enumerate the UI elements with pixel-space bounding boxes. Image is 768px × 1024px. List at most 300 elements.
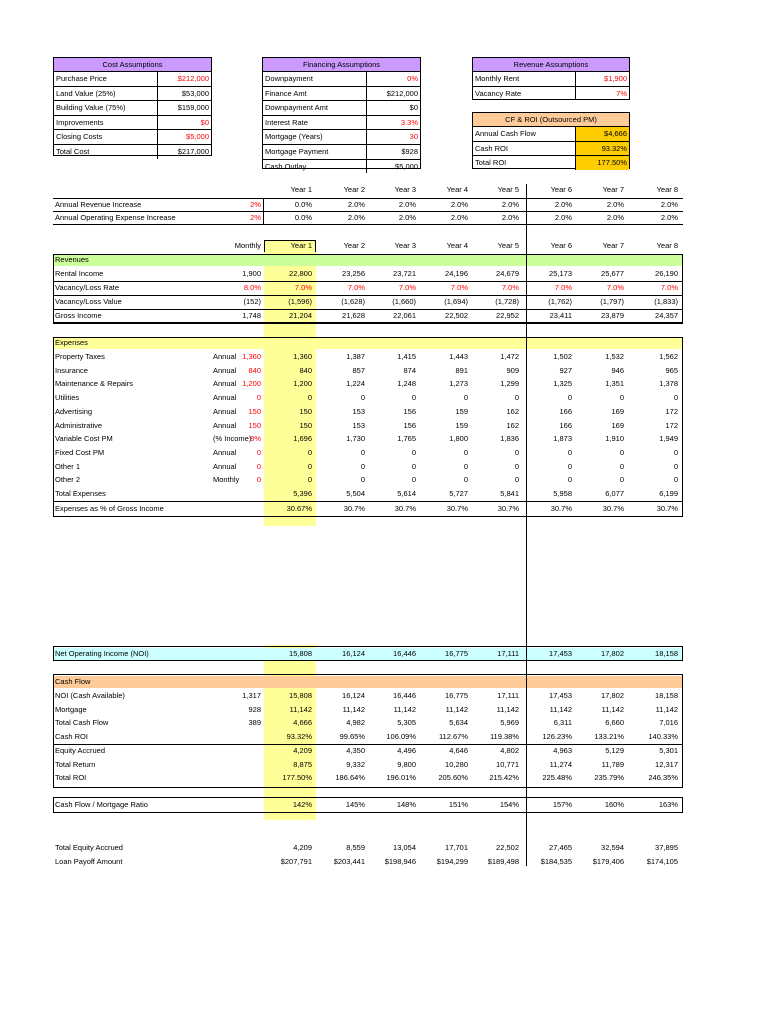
expense-row-cell: 1,273 bbox=[449, 379, 468, 389]
expense-row bbox=[53, 488, 683, 500]
expense-row-monthly: 150 bbox=[248, 420, 261, 430]
expense-row-cell: 169 bbox=[611, 406, 624, 416]
revenue-label: Monthly Rent bbox=[475, 74, 520, 83]
financing-label: Mortgage Payment bbox=[265, 146, 329, 156]
increase-row-cell: 0.0% bbox=[294, 200, 312, 209]
cashflow-row-cell: 215.42% bbox=[489, 773, 519, 783]
cashflow-row-label: Mortgage bbox=[55, 704, 87, 714]
cashflow-row-cell: 225.48% bbox=[542, 773, 572, 783]
year-header: Year 2 bbox=[343, 241, 365, 250]
year-header: Year 5 bbox=[497, 241, 519, 250]
revenue-row-cell: 7.0% bbox=[398, 283, 416, 292]
expense-row bbox=[53, 351, 683, 363]
cashflow-row-monthly: 928 bbox=[248, 704, 261, 714]
increase-row-cell: 2.0% bbox=[398, 213, 416, 222]
totals-row-cell: $198,946 bbox=[384, 857, 416, 866]
cf-roi-title: CF & ROI (Outsourced PM) bbox=[473, 113, 629, 127]
mortgage-ratio-row-cell: 142% bbox=[292, 800, 312, 809]
totals-row-cell: 32,594 bbox=[601, 843, 624, 852]
totals-row bbox=[53, 842, 683, 854]
year-header-row-2 bbox=[53, 240, 683, 252]
year-header: Year 4 bbox=[446, 185, 468, 194]
financing-value: 3.3% bbox=[366, 116, 420, 130]
increase-row-cell: 2.0% bbox=[450, 200, 468, 209]
financing-assumptions-title: Financing Assumptions bbox=[263, 58, 420, 72]
increase-row-cell: 2.0% bbox=[450, 213, 468, 222]
expense-row-cell: 0 bbox=[463, 461, 468, 471]
expense-row-cell: 153 bbox=[352, 406, 365, 416]
cf-roi-box bbox=[472, 112, 630, 169]
cashflow-row-label: NOI (Cash Available) bbox=[55, 691, 125, 700]
cfroi-row bbox=[473, 127, 629, 142]
noi-row-cell: 16,775 bbox=[445, 649, 468, 658]
cost-row bbox=[54, 87, 211, 102]
divider bbox=[53, 224, 683, 225]
revenue-row-cell: 24,679 bbox=[496, 269, 519, 278]
expense-row-cell: 0 bbox=[619, 475, 624, 485]
expense-row-cell: 0 bbox=[463, 447, 468, 457]
increase-row-cell: 2.0% bbox=[501, 200, 519, 209]
revenue-row-cell: 22,952 bbox=[496, 311, 519, 320]
financing-row bbox=[263, 87, 420, 102]
expense-row-cell: 5,396 bbox=[293, 489, 312, 498]
cashflow-row-cell: 6,660 bbox=[605, 718, 624, 728]
expense-row bbox=[53, 433, 683, 445]
cashflow-title-label: Cash Flow bbox=[55, 677, 91, 686]
cashflow-row-cell: 4,666 bbox=[293, 718, 312, 728]
expense-row-cell: 1,415 bbox=[397, 352, 416, 361]
mortgage-ratio-row-cell: 151% bbox=[448, 800, 468, 809]
cashflow-row-cell: 106.09% bbox=[386, 732, 416, 742]
financing-label: Downpayment Amt bbox=[265, 103, 328, 113]
expense-row-label: Other 1 bbox=[55, 461, 81, 471]
cashflow-row bbox=[53, 759, 683, 771]
expense-row-cell: 1,443 bbox=[449, 352, 468, 361]
increase-row-cell: 2.0% bbox=[606, 213, 624, 222]
expense-row-cell: 1,696 bbox=[293, 434, 312, 444]
revenue-row-cell: 22,061 bbox=[393, 311, 416, 320]
financing-assumptions-box bbox=[262, 57, 421, 169]
expense-row-cell: 0 bbox=[411, 475, 416, 485]
cfroi-value: 93.32% bbox=[575, 142, 629, 156]
increase-row-cell: 2.0% bbox=[660, 200, 678, 209]
expense-row-cell: 0 bbox=[360, 475, 365, 485]
expense-row-monthly: 0 bbox=[256, 393, 261, 403]
cashflow-row-cell: 93.32% bbox=[286, 732, 312, 742]
increase-row-cell: 2.0% bbox=[501, 213, 519, 222]
divider bbox=[53, 501, 683, 502]
cashflow-row-cell: 5,301 bbox=[659, 745, 678, 755]
revenue-row-cell: (1,628) bbox=[341, 297, 365, 306]
expenses-title-label: Expenses bbox=[55, 338, 88, 347]
expense-row-cell: 1,730 bbox=[346, 434, 365, 444]
totals-row-cell: 37,895 bbox=[655, 843, 678, 852]
expense-ratio-row-cell: 30.7% bbox=[343, 504, 365, 513]
financing-value: $5,000 bbox=[366, 160, 420, 174]
expense-row-cell: 5,958 bbox=[553, 489, 572, 498]
cashflow-row-cell: 11,142 bbox=[496, 704, 519, 714]
expense-row-label: Property Taxes bbox=[55, 352, 105, 361]
expense-row-monthly: 1,360 bbox=[242, 352, 261, 361]
expense-row-cell: 153 bbox=[352, 420, 365, 430]
cashflow-row-cell: 4,209 bbox=[293, 745, 312, 755]
mortgage-ratio-row-cell: 160% bbox=[604, 800, 624, 809]
noi-row-label: Net Operating Income (NOI) bbox=[55, 649, 149, 658]
totals-row-cell: 8,559 bbox=[346, 843, 365, 852]
cashflow-row-label: Total Return bbox=[55, 759, 96, 769]
expense-row-cell: 1,200 bbox=[293, 379, 312, 389]
totals-row-cell: 27,465 bbox=[549, 843, 572, 852]
expense-row-cell: 0 bbox=[411, 447, 416, 457]
cost-row bbox=[54, 130, 211, 145]
expense-row-cell: 1,378 bbox=[659, 379, 678, 389]
revenue-row-cell: 7.0% bbox=[660, 283, 678, 292]
expense-row-cell: 0 bbox=[514, 447, 519, 457]
year-header: Year 5 bbox=[497, 185, 519, 194]
cashflow-row-cell: 112.67% bbox=[438, 732, 468, 742]
totals-row-cell: $194,299 bbox=[436, 857, 468, 866]
expense-row-cell: 874 bbox=[403, 365, 416, 375]
revenue-row-cell: (1,833) bbox=[654, 297, 678, 306]
revenue-row-cell: 7.0% bbox=[501, 283, 519, 292]
cashflow-row-cell: 4,646 bbox=[449, 745, 468, 755]
expense-ratio-row-cell: 30.7% bbox=[497, 504, 519, 513]
totals-row-cell: 13,054 bbox=[393, 843, 416, 852]
expense-row-label: Other 2 bbox=[55, 475, 81, 485]
cost-row bbox=[54, 116, 211, 131]
expense-row-cell: 0 bbox=[360, 447, 365, 457]
cashflow-row-cell: 4,496 bbox=[397, 745, 416, 755]
cost-value: $212,000 bbox=[157, 72, 211, 86]
expense-row-cell: 159 bbox=[455, 406, 468, 416]
expense-row-cell: 1,532 bbox=[605, 352, 624, 361]
revenue-row bbox=[53, 296, 683, 308]
column-divider bbox=[315, 240, 316, 252]
cashflow-row-cell: 15,808 bbox=[289, 691, 312, 700]
cashflow-row-cell: 11,142 bbox=[445, 704, 468, 714]
revenue-row-cell: 25,173 bbox=[549, 269, 572, 278]
expense-row-cell: 965 bbox=[665, 365, 678, 375]
expense-row-cell: 1,351 bbox=[605, 379, 624, 389]
expense-row-cell: 0 bbox=[619, 393, 624, 403]
cashflow-row-cell: 5,969 bbox=[500, 718, 519, 728]
expense-row-cell: 1,360 bbox=[293, 352, 312, 361]
expense-row-frequency: Annual bbox=[213, 461, 237, 471]
revenue-row-cell: 23,256 bbox=[342, 269, 365, 278]
expense-row-cell: 0 bbox=[619, 461, 624, 471]
expense-row-label: Total Expenses bbox=[55, 489, 106, 498]
revenue-label: Vacancy Rate bbox=[475, 88, 522, 98]
cost-label: Building Value (75%) bbox=[56, 103, 126, 113]
cashflow-row-cell: 11,789 bbox=[601, 759, 624, 769]
expense-row-cell: 0 bbox=[619, 447, 624, 457]
column-divider bbox=[526, 184, 527, 866]
cost-value: $217,000 bbox=[157, 145, 211, 159]
cashflow-row-cell: 18,158 bbox=[655, 691, 678, 700]
year-header: Year 6 bbox=[550, 241, 572, 250]
year-header: Year 6 bbox=[550, 185, 572, 194]
cost-row bbox=[54, 72, 211, 87]
expense-row-cell: 857 bbox=[352, 365, 365, 375]
cashflow-row-label: Equity Accrued bbox=[55, 745, 106, 755]
noi-band bbox=[53, 646, 683, 661]
expense-row bbox=[53, 365, 683, 377]
totals-row-cell: 17,701 bbox=[445, 843, 468, 852]
revenue-row-cell: (1,596) bbox=[288, 297, 312, 306]
totals-row-cell: 4,209 bbox=[293, 843, 312, 852]
expense-row-cell: 0 bbox=[360, 461, 365, 471]
expense-row bbox=[53, 474, 683, 486]
year-header: Year 4 bbox=[446, 241, 468, 250]
revenue-row-cell: 23,411 bbox=[549, 311, 572, 320]
monthly-header: Monthly bbox=[234, 241, 261, 250]
mortgage-ratio-row-label: Cash Flow / Mortgage Ratio bbox=[55, 800, 148, 809]
financing-row bbox=[263, 160, 420, 174]
expense-row-cell: 0 bbox=[463, 393, 468, 403]
cashflow-row bbox=[53, 717, 683, 729]
revenue-row-monthly: (152) bbox=[243, 297, 261, 306]
cashflow-row-cell: 140.33% bbox=[648, 732, 678, 742]
revenue-row-monthly: 1,900 bbox=[242, 269, 261, 278]
expense-row-cell: 0 bbox=[567, 461, 572, 471]
expense-row-monthly: 0 bbox=[256, 447, 261, 457]
year1-box-top bbox=[264, 240, 316, 241]
totals-row-cell: $189,498 bbox=[487, 857, 519, 866]
expense-row-cell: 159 bbox=[455, 420, 468, 430]
expense-row-label: Variable Cost PM bbox=[55, 434, 113, 444]
mortgage-ratio-row-cell: 163% bbox=[658, 800, 678, 809]
noi-row-cell: 16,446 bbox=[393, 649, 416, 658]
expense-row-label: Maintenance & Repairs bbox=[55, 379, 133, 389]
revenues-title-label: Revenues bbox=[55, 255, 89, 264]
expense-row-cell: 0 bbox=[567, 447, 572, 457]
expense-row-cell: 5,841 bbox=[500, 489, 519, 498]
cost-row bbox=[54, 101, 211, 116]
increase-row-cell: 2.0% bbox=[347, 200, 365, 209]
cashflow-row-cell: 246.35% bbox=[648, 773, 678, 783]
financing-value: $212,000 bbox=[366, 87, 420, 101]
cashflow-row-cell: 11,142 bbox=[549, 704, 572, 714]
cashflow-row-cell: 11,142 bbox=[655, 704, 678, 714]
expense-row-cell: 0 bbox=[307, 393, 312, 403]
column-divider bbox=[264, 240, 265, 252]
expense-row-cell: 0 bbox=[360, 393, 365, 403]
expense-row-cell: 0 bbox=[463, 475, 468, 485]
cost-value: $53,000 bbox=[157, 87, 211, 101]
expense-row-cell: 6,199 bbox=[659, 489, 678, 498]
revenue-row-cell: 25,677 bbox=[601, 269, 624, 278]
column-divider bbox=[263, 198, 264, 224]
expense-row-cell: 0 bbox=[514, 461, 519, 471]
cashflow-row-label: Total Cash Flow bbox=[55, 718, 109, 728]
cashflow-row-cell: 10,771 bbox=[496, 759, 519, 769]
cashflow-row-cell: 177.50% bbox=[282, 773, 312, 783]
expense-row-monthly: 1,200 bbox=[242, 379, 261, 389]
mortgage-ratio-row-cell: 145% bbox=[345, 800, 365, 809]
expense-row-cell: 6,077 bbox=[605, 489, 624, 498]
year-header: Year 1 bbox=[290, 185, 312, 194]
mortgage-ratio-row-cell: 157% bbox=[552, 800, 572, 809]
increase-row bbox=[53, 212, 683, 224]
financing-row bbox=[263, 130, 420, 145]
revenue-row-cell: 7.0% bbox=[450, 283, 468, 292]
expense-row-cell: 1,873 bbox=[553, 434, 572, 444]
cashflow-row-cell: 9,800 bbox=[397, 759, 416, 769]
financing-label: Cash Outlay bbox=[265, 161, 307, 171]
financing-row bbox=[263, 145, 420, 160]
cashflow-row bbox=[53, 772, 683, 784]
expense-row-cell: 1,949 bbox=[659, 434, 678, 444]
cost-assumptions-title: Cost Assumptions bbox=[54, 58, 211, 72]
expense-row-cell: 0 bbox=[307, 475, 312, 485]
cfroi-label: Annual Cash Flow bbox=[475, 129, 536, 138]
noi-row-cell: 15,808 bbox=[289, 649, 312, 658]
cashflow-row-cell: 4,963 bbox=[553, 745, 572, 755]
divider bbox=[53, 323, 683, 324]
revenue-row-cell: (1,728) bbox=[495, 297, 519, 306]
cashflow-row-cell: 186.64% bbox=[335, 773, 365, 783]
expense-ratio-row-cell: 30.7% bbox=[394, 504, 416, 513]
expense-row-cell: 5,504 bbox=[346, 489, 365, 498]
mortgage-ratio-band bbox=[53, 797, 683, 813]
totals-row bbox=[53, 856, 683, 868]
cashflow-row-cell: 126.23% bbox=[542, 732, 572, 742]
cashflow-row-cell: 11,142 bbox=[342, 704, 365, 714]
cashflow-row-cell: 16,775 bbox=[445, 691, 468, 700]
revenue-row bbox=[473, 87, 629, 101]
expense-row-cell: 0 bbox=[673, 393, 678, 403]
increase-row-label: Annual Operating Expense Increase bbox=[55, 213, 176, 222]
revenue-row-cell: (1,660) bbox=[392, 297, 416, 306]
cashflow-row-cell: 10,280 bbox=[445, 759, 468, 769]
revenue-row-cell: 24,357 bbox=[655, 311, 678, 320]
revenue-assumptions-box bbox=[472, 57, 630, 100]
increase-row-cell: 2.0% bbox=[660, 213, 678, 222]
expense-row-cell: 162 bbox=[506, 420, 519, 430]
revenue-row-cell: 23,721 bbox=[393, 269, 416, 278]
cashflow-row-monthly: 1,317 bbox=[242, 691, 261, 700]
expense-row-cell: 0 bbox=[411, 393, 416, 403]
expense-row-cell: 156 bbox=[403, 406, 416, 416]
expense-row-cell: 5,727 bbox=[449, 489, 468, 498]
expense-row-cell: 909 bbox=[506, 365, 519, 375]
cashflow-row bbox=[53, 745, 683, 757]
expense-row-frequency: Annual bbox=[213, 406, 237, 416]
expense-row-cell: 150 bbox=[299, 420, 312, 430]
cost-value: $159,000 bbox=[157, 101, 211, 115]
increase-row-cell: 2.0% bbox=[347, 213, 365, 222]
expense-row-frequency: (% Income) bbox=[213, 434, 252, 444]
cashflow-row-monthly: 389 bbox=[248, 718, 261, 728]
noi-row-cell: 17,453 bbox=[549, 649, 572, 658]
expense-row-monthly: 0 bbox=[256, 461, 261, 471]
cfroi-value: $4,666 bbox=[575, 127, 629, 141]
cashflow-row-cell: 119.38% bbox=[489, 732, 519, 742]
cashflow-row-cell: 17,111 bbox=[497, 691, 519, 700]
expense-row-cell: 162 bbox=[506, 406, 519, 416]
expense-row-cell: 0 bbox=[514, 393, 519, 403]
increase-row-input: 2% bbox=[250, 213, 261, 222]
revenue-value: $1,900 bbox=[575, 72, 629, 86]
expense-row-cell: 1,325 bbox=[553, 379, 572, 389]
expense-row-monthly: 840 bbox=[248, 365, 261, 375]
revenue-row bbox=[473, 72, 629, 87]
cost-label: Total Cost bbox=[56, 146, 90, 156]
expense-row-cell: 5,614 bbox=[397, 489, 416, 498]
increase-row-cell: 0.0% bbox=[294, 213, 312, 222]
expense-row-frequency: Annual bbox=[213, 379, 237, 389]
expense-row-label: Advertising bbox=[55, 406, 93, 416]
cashflow-row-cell: 11,274 bbox=[549, 759, 572, 769]
expense-row-cell: 1,387 bbox=[346, 352, 365, 361]
revenue-row-cell: (1,797) bbox=[600, 297, 624, 306]
totals-row-cell: $179,406 bbox=[592, 857, 624, 866]
expense-row bbox=[53, 420, 683, 432]
cost-value: $0 bbox=[157, 116, 211, 130]
noi-row-cell: 17,802 bbox=[601, 649, 624, 658]
expense-row-monthly: 0 bbox=[256, 475, 261, 485]
expense-row-cell: 0 bbox=[567, 393, 572, 403]
revenue-assumptions-title: Revenue Assumptions bbox=[473, 58, 629, 72]
increase-row-cell: 2.0% bbox=[554, 200, 572, 209]
revenue-row-label: Vacancy/Loss Value bbox=[55, 297, 122, 306]
cost-value: $5,000 bbox=[157, 130, 211, 144]
cost-label: Improvements bbox=[56, 117, 104, 127]
expense-row bbox=[53, 461, 683, 473]
cashflow-row bbox=[53, 704, 683, 716]
increase-row-cell: 2.0% bbox=[554, 213, 572, 222]
totals-row-cell: 22,502 bbox=[496, 843, 519, 852]
cashflow-row-label: Cash ROI bbox=[55, 732, 88, 742]
expense-row-cell: 1,910 bbox=[605, 434, 624, 444]
expense-row-cell: 1,299 bbox=[500, 379, 519, 389]
cfroi-row bbox=[473, 156, 629, 170]
expense-row-frequency: Annual bbox=[213, 393, 237, 403]
expense-ratio-row-cell: 30.7% bbox=[656, 504, 678, 513]
financing-label: Downpayment bbox=[265, 74, 313, 83]
expense-row-cell: 840 bbox=[299, 365, 312, 375]
revenue-row bbox=[53, 268, 683, 280]
cashflow-row-cell: 4,350 bbox=[346, 745, 365, 755]
cost-assumptions-box bbox=[53, 57, 212, 156]
cashflow-row-cell: 12,317 bbox=[655, 759, 678, 769]
cashflow-row-cell: 205.60% bbox=[438, 773, 468, 783]
cashflow-row-cell: 17,802 bbox=[601, 691, 624, 700]
financing-label: Finance Amt bbox=[265, 88, 307, 98]
expense-row-cell: 0 bbox=[514, 475, 519, 485]
financing-value: $928 bbox=[366, 145, 420, 159]
totals-row-cell: $207,791 bbox=[280, 857, 312, 866]
financing-value: 0% bbox=[366, 72, 420, 86]
expense-ratio-row-cell: 30.67% bbox=[286, 504, 312, 513]
increase-row-input: 2% bbox=[250, 200, 261, 209]
year-header: Year 8 bbox=[656, 185, 678, 194]
expense-row-cell: 927 bbox=[559, 365, 572, 375]
cashflow-row-cell: 11,142 bbox=[601, 704, 624, 714]
expense-row-label: Utilities bbox=[55, 393, 80, 403]
financing-row bbox=[263, 72, 420, 87]
mortgage-ratio-row-cell: 148% bbox=[396, 800, 416, 809]
expense-row-monthly: 8% bbox=[250, 434, 261, 444]
expense-row-frequency: Annual bbox=[213, 420, 237, 430]
expense-row-cell: 172 bbox=[665, 406, 678, 416]
totals-row-cell: $174,105 bbox=[646, 857, 678, 866]
cost-label: Closing Costs bbox=[56, 132, 103, 142]
cashflow-row-cell: 4,982 bbox=[346, 718, 365, 728]
revenue-row-cell: 26,190 bbox=[655, 269, 678, 278]
revenue-value: 7% bbox=[575, 87, 629, 101]
totals-row-cell: $203,441 bbox=[333, 857, 365, 866]
